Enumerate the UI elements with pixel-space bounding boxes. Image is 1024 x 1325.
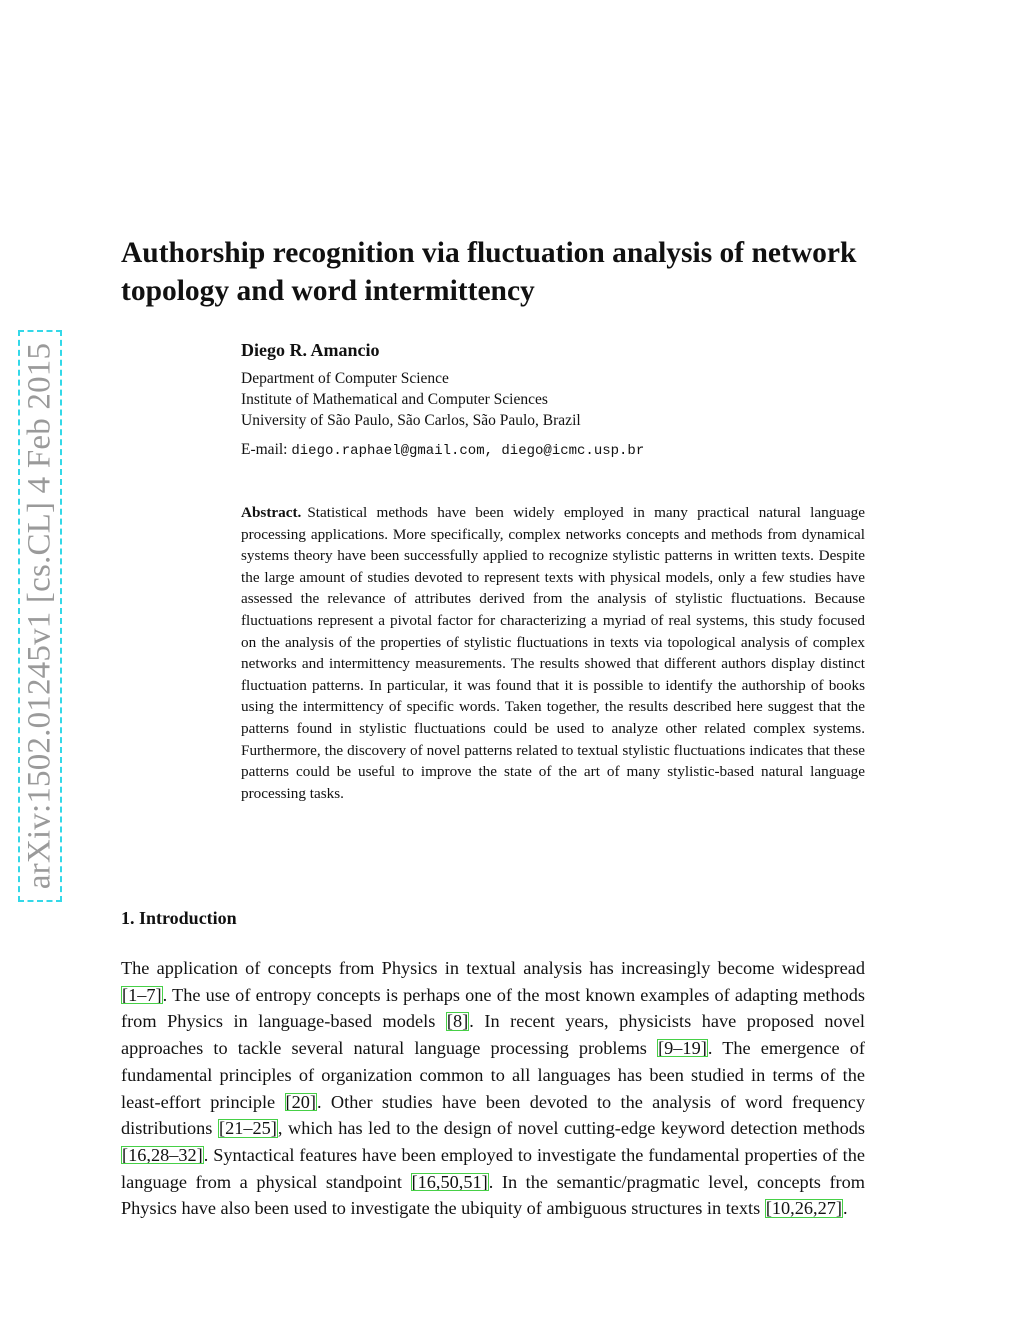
abstract-text: Statistical methods have been widely employed in many practical natural language processing applications. More specifically, complex networks concepts and methods from dynamical systems theory have been successfully applied to recognize stylistic patterns in written texts. Despite the large amount of studies devoted to represent texts with physical models, only a few studies have assessed the relevance of attributes derived from the analysis of stylistic fluctuations. Because fluctuations represent a pivotal factor for characterizing a myriad of real systems, this study focused on the analysis of the properties of stylistic fluctuations in texts via topological analysis of complex networks and intermittency measurements. The results showed that different authors display distinct fluctuation patterns. In particular, it was found that it is possible to identify the authorship of books using the intermittency of specific words. Taken together, the results described here suggest that the patterns found in stylistic fluctuations could be used to analyze other related complex systems. Furthermore, the discovery of novel patterns related to textual stylistic fluctuations indicates that these patterns could be useful to improve the state of the art of many stylistic-based natural language processing tasks.: [241, 504, 865, 802]
arxiv-identifier[interactable]: arXiv:1502.01245v1 [cs.CL] 4 Feb 2015: [21, 342, 58, 890]
paper-title: Authorship recognition via fluctuation analysis of network topology and word intermittency: [121, 237, 857, 307]
intro-text: . Other studies have been devoted to the analysis of word frequency distributions: [121, 1091, 865, 1139]
arxiv-stamp[interactable]: [18, 330, 62, 902]
affiliation-line: University of São Paulo, São Carlos, São Paulo, Brazil: [241, 412, 581, 429]
citation-link[interactable]: [20]: [285, 1091, 316, 1112]
citation-link[interactable]: [10,26,27]: [765, 1198, 842, 1219]
affiliation-line: Department of Computer Science: [241, 370, 449, 387]
affiliation-line: Institute of Mathematical and Computer Sciences: [241, 391, 548, 408]
affiliation: [241, 368, 881, 431]
citation-link[interactable]: [16,50,51]: [411, 1171, 488, 1192]
email-addresses[interactable]: diego.raphael@gmail.com, diego@icmc.usp.br: [291, 443, 645, 459]
intro-text: , which has led to the design of novel cutting-edge keyword detection methods: [277, 1118, 865, 1139]
introduction-paragraph: [121, 955, 865, 1222]
intro-text: . In recent years, physicists have proposed novel approaches to tackle several natural language processing problems: [121, 1011, 866, 1059]
intro-text: .: [842, 1198, 848, 1219]
citation-link[interactable]: [21–25]: [218, 1118, 277, 1139]
abstract-label: Abstract.: [241, 504, 302, 521]
email-label: E-mail:: [241, 441, 288, 458]
citation-link[interactable]: [8]: [446, 1011, 469, 1032]
intro-text: . In the semantic/pragmatic level, concepts from Physics have also been used to investigate the ubiquity of ambiguous structures in texts: [121, 1171, 865, 1219]
citation-link[interactable]: [16,28–32]: [122, 1144, 203, 1165]
author-name: Diego R. Amancio: [241, 340, 380, 360]
abstract: [241, 502, 865, 804]
intro-text: . Syntactical features have been employed to investigate the fundamental properties of the language from a physical standpoint: [121, 1144, 865, 1192]
intro-text: The application of concepts from Physics in textual analysis has increasingly become widespread: [121, 958, 865, 978]
citation-link[interactable]: [1–7]: [122, 984, 162, 1005]
email-line: [241, 441, 644, 459]
intro-text: . The use of entropy concepts is perhaps one of the most known examples of adapting methods from Physics in language-based models: [121, 984, 865, 1032]
section-heading-introduction: 1. Introduction: [121, 908, 237, 928]
intro-text: . The emergence of fundamental principles of organization common to all languages has been studied in terms of the least-effort principle: [121, 1038, 865, 1112]
citation-link[interactable]: [9–19]: [658, 1038, 707, 1059]
